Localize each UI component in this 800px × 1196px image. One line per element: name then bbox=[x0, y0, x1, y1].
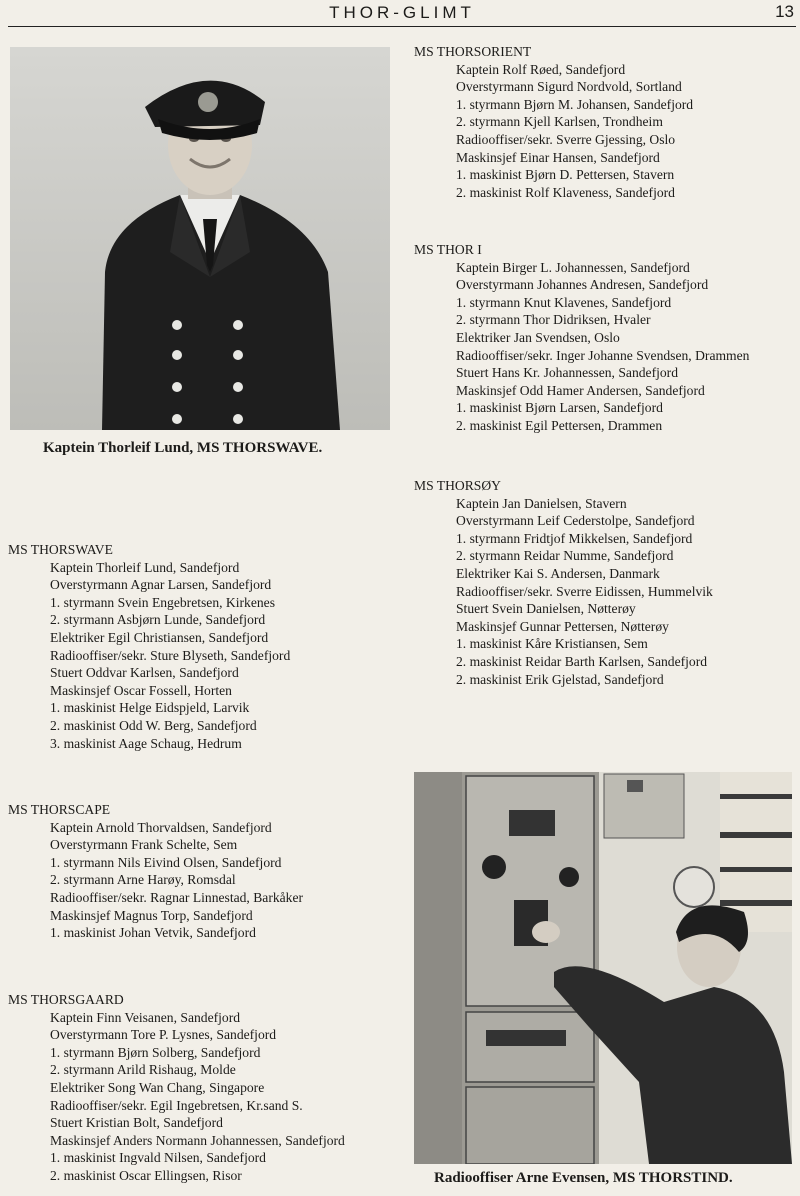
crew-member: Radiooffiser/sekr. Sture Blyseth, Sandefjord bbox=[50, 647, 291, 663]
page-number: 13 bbox=[775, 2, 794, 21]
crew-list bbox=[414, 495, 713, 689]
crew-member: Radiooffiser/sekr. Sverre Eidissen, Hummelvik bbox=[456, 583, 713, 599]
crew-member: Stuert Kristian Bolt, Sandefjord bbox=[50, 1115, 223, 1131]
crew-member: Maskinsjef Gunnar Pettersen, Nøtterøy bbox=[456, 618, 669, 634]
crew-member: Overstyrmann Leif Cederstolpe, Sandefjord bbox=[456, 513, 695, 529]
crew-member: 1. maskinist Johan Vetvik, Sandefjord bbox=[50, 925, 256, 941]
ship-name: MS THORSORIENT bbox=[414, 44, 532, 59]
ship-thorsgaard bbox=[8, 991, 345, 1185]
crew-list bbox=[8, 1009, 345, 1185]
crew-member: 1. styrmann Bjørn M. Johansen, Sandefjord bbox=[456, 96, 694, 112]
crew-member: Elektriker Kai S. Andersen, Danmark bbox=[456, 565, 660, 581]
crew-list bbox=[414, 61, 693, 202]
crew-member: Stuert Hans Kr. Johannessen, Sandefjord bbox=[456, 365, 678, 381]
crew-list bbox=[8, 559, 290, 753]
crew-member: 1. styrmann Nils Eivind Olsen, Sandefjord bbox=[50, 854, 282, 870]
crew-member: Overstyrmann Frank Schelte, Sem bbox=[50, 837, 238, 853]
crew-member: 1. maskinist Kåre Kristiansen, Sem bbox=[456, 636, 648, 652]
radio-officer-photo-caption: Radiooffiser Arne Evensen, MS THORSTIND. bbox=[434, 1170, 733, 1186]
crew-member: 2. maskinist Erik Gjelstad, Sandefjord bbox=[456, 671, 664, 687]
ship-name: MS THORSGAARD bbox=[8, 992, 124, 1007]
crew-member: 2. maskinist Odd W. Berg, Sandefjord bbox=[50, 717, 257, 733]
crew-member: 1. styrmann Svein Engebretsen, Kirkenes bbox=[50, 594, 276, 610]
crew-member: Elektriker Egil Christiansen, Sandefjord bbox=[50, 629, 269, 645]
crew-member: Kaptein Rolf Røed, Sandefjord bbox=[456, 61, 626, 77]
crew-member: 1. styrmann Fridtjof Mikkelsen, Sandefjord bbox=[456, 530, 693, 546]
page-header bbox=[8, 0, 796, 27]
crew-member: Overstyrmann Agnar Larsen, Sandefjord bbox=[50, 577, 272, 593]
crew-member: Elektriker Song Wan Chang, Singapore bbox=[50, 1079, 265, 1095]
crew-member: Radiooffiser/sekr. Ragnar Linnestad, Barkåker bbox=[50, 889, 304, 905]
crew-member: Kaptein Thorleif Lund, Sandefjord bbox=[50, 559, 240, 575]
crew-member: Maskinsjef Oscar Fossell, Horten bbox=[50, 682, 232, 698]
ship-name: MS THOR I bbox=[414, 242, 482, 257]
crew-list bbox=[414, 259, 749, 435]
ship-thorsorient bbox=[414, 43, 693, 201]
crew-member: 1. maskinist Bjørn D. Pettersen, Stavern bbox=[456, 167, 675, 183]
ship-name: MS THORSØY bbox=[414, 478, 501, 493]
crew-member: 2. styrmann Asbjørn Lunde, Sandefjord bbox=[50, 612, 266, 628]
crew-member: Stuert Oddvar Karlsen, Sandefjord bbox=[50, 665, 239, 681]
crew-member: Overstyrmann Johannes Andresen, Sandefjord bbox=[456, 277, 709, 293]
crew-member: Kaptein Arnold Thorvaldsen, Sandefjord bbox=[50, 819, 272, 835]
crew-member: Maskinsjef Anders Normann Johannessen, Sandefjord bbox=[50, 1132, 345, 1148]
captain-photo-caption: Kaptein Thorleif Lund, MS THORSWAVE. bbox=[43, 440, 323, 456]
ship-name: MS THORSWAVE bbox=[8, 542, 113, 557]
radio-officer-photo bbox=[414, 772, 792, 1164]
crew-member: 1. styrmann Bjørn Solberg, Sandefjord bbox=[50, 1044, 261, 1060]
crew-member: 1. styrmann Knut Klavenes, Sandefjord bbox=[456, 294, 672, 310]
ship-thorsoy bbox=[414, 477, 713, 688]
crew-member: Kaptein Birger L. Johannessen, Sandefjord bbox=[456, 259, 690, 275]
crew-member: Radiooffiser/sekr. Inger Johanne Svendsen, Drammen bbox=[456, 347, 750, 363]
crew-member: 2. styrmann Arne Harøy, Romsdal bbox=[50, 872, 236, 888]
crew-member: 3. maskinist Aage Schaug, Hedrum bbox=[50, 735, 242, 751]
captain-portrait-photo bbox=[10, 47, 390, 430]
crew-member: 1. maskinist Bjørn Larsen, Sandefjord bbox=[456, 400, 663, 416]
crew-member: 1. maskinist Helge Eidspjeld, Larvik bbox=[50, 700, 250, 716]
crew-member: 2. styrmann Reidar Numme, Sandefjord bbox=[456, 548, 674, 564]
ship-thor-i bbox=[414, 241, 749, 435]
crew-member: 2. maskinist Rolf Klaveness, Sandefjord bbox=[456, 184, 675, 200]
crew-member: Radiooffiser/sekr. Egil Ingebretsen, Kr.sand S. bbox=[50, 1097, 303, 1113]
crew-member: 1. maskinist Ingvald Nilsen, Sandefjord bbox=[50, 1150, 266, 1166]
crew-member: Radiooffiser/sekr. Sverre Gjessing, Oslo bbox=[456, 131, 676, 147]
ship-name: MS THORSCAPE bbox=[8, 802, 111, 817]
crew-list bbox=[8, 819, 303, 942]
crew-member: 2. maskinist Oscar Ellingsen, Risor bbox=[50, 1167, 242, 1183]
crew-member: Maskinsjef Odd Hamer Andersen, Sandefjord bbox=[456, 382, 705, 398]
magazine-title: THOR-GLIMT bbox=[329, 3, 475, 22]
crew-member: Kaptein Finn Veisanen, Sandefjord bbox=[50, 1009, 241, 1025]
crew-member: Stuert Svein Danielsen, Nøtterøy bbox=[456, 601, 636, 617]
crew-member: Overstyrmann Sigurd Nordvold, Sortland bbox=[456, 79, 682, 95]
ship-thorswave bbox=[8, 541, 290, 752]
crew-member: Elektriker Jan Svendsen, Oslo bbox=[456, 329, 620, 345]
crew-member: 2. maskinist Egil Pettersen, Drammen bbox=[456, 417, 663, 433]
crew-member: 2. styrmann Thor Didriksen, Hvaler bbox=[456, 312, 651, 328]
ship-thorscape bbox=[8, 801, 303, 942]
crew-member: Kaptein Jan Danielsen, Stavern bbox=[456, 495, 627, 511]
crew-member: Overstyrmann Tore P. Lysnes, Sandefjord bbox=[50, 1027, 277, 1043]
crew-member: 2. maskinist Reidar Barth Karlsen, Sandefjord bbox=[456, 653, 708, 669]
crew-member: 2. styrmann Kjell Karlsen, Trondheim bbox=[456, 114, 663, 130]
crew-member: 2. styrmann Arild Rishaug, Molde bbox=[50, 1062, 236, 1078]
crew-member: Maskinsjef Magnus Torp, Sandefjord bbox=[50, 907, 253, 923]
crew-member: Maskinsjef Einar Hansen, Sandefjord bbox=[456, 149, 660, 165]
